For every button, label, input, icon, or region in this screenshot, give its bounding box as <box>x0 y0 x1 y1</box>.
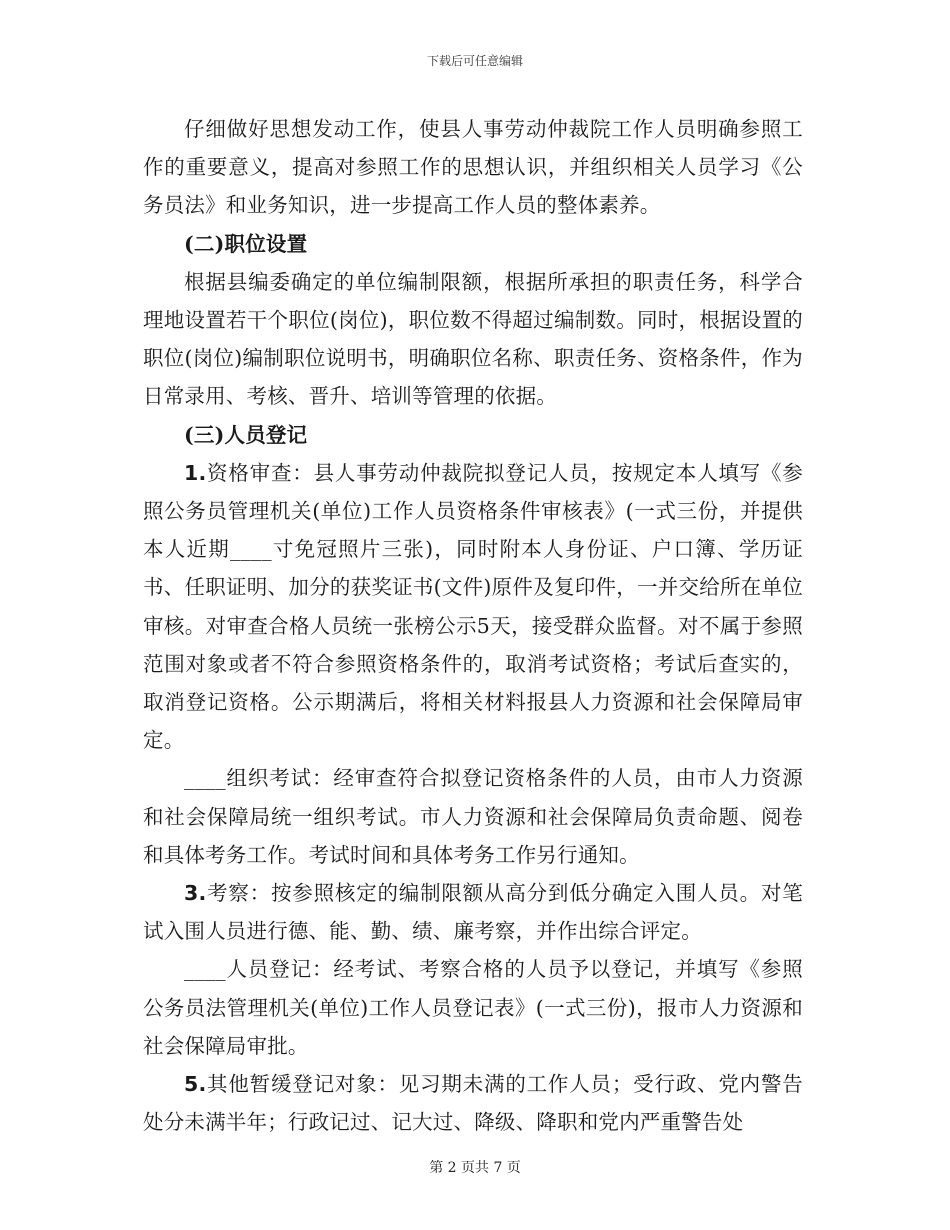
item-text: 其他暂缓登记对象：见习期未满的工作人员；受行政、党内警告处分未满半年；行政记过、记大过、降级、降职和党内严重警告处 <box>143 1072 803 1135</box>
paragraph-position-setup: 根据县编委确定的单位编制限额，根据所承担的职责任务，科学合理地设置若干个职位(岗位)，职位数不得超过编制数。同时，根据设置的职位(岗位)编制职位说明书，明确职位名称、职责任务、资格条件，作为日常录用、考核、晋升、培训等管理的依据。 <box>143 269 803 409</box>
document-body <box>143 110 803 1141</box>
page-header: 下载后可任意编辑 <box>426 54 523 68</box>
paragraph-qualification-review <box>143 454 803 760</box>
item-number: 5. <box>184 1072 207 1097</box>
paragraph-registration: ____人员登记：经考试、考察合格的人员予以登记，并填写《参照公务员法管理机关(单位)工作人员登记表》(一式三份)，报市人力资源和社会保障局审批。 <box>143 957 803 1058</box>
item-text: 考察：按参照核定的编制限额从高分到低分确定入围人员。对笔试入围人员进行德、能、勤、绩、廉考察，并作出综合评定。 <box>143 881 803 944</box>
item-number: 3. <box>184 881 207 906</box>
section-heading-position-setup: (二)职位设置 <box>184 231 308 256</box>
paragraph-exam: ____组织考试：经审查符合拟登记资格条件的人员，由市人力资源和社会保障局统一组织考试。市人力资源和社会保障局负责命题、阅卷和具体考务工作。考试时间和具体考务工作另行通知。 <box>143 766 803 867</box>
paragraph-deferred-registration <box>143 1065 803 1141</box>
paragraph-mobilization: 仔细做好思想发动工作，使县人事劳动仲裁院工作人员明确参照工作的重要意义，提高对参照工作的思想认识，并组织相关人员学习《公务员法》和业务知识，进一步提高工作人员的整体素养。 <box>143 117 803 218</box>
page-footer: 第 2 页共 7 页 <box>429 1160 521 1176</box>
paragraph-inspection <box>143 874 803 950</box>
item-text: 资格审查：县人事劳动仲裁院拟登记人员，按规定本人填写《参照公务员管理机关(单位)工作人员资格条件审核表》(一式三份，并提供本人近期____寸免冠照片三张)，同时附本人身份证、户口簿、学历证书、任职证明、加分的获奖证书(文件)原件及复印件，一并交给所在单位审核。对审查合格人员统一张榜公示5天，接受群众监督。对不属于参照范围对象或者不符合参照资格条件的，取消考试资格；考试后查实的，取消登记资格。公示期满后，将相关材料报县人力资源和社会保障局审定。 <box>143 460 803 753</box>
section-heading-personnel-registration: (三)人员登记 <box>184 422 308 447</box>
item-number: 1. <box>184 460 207 485</box>
